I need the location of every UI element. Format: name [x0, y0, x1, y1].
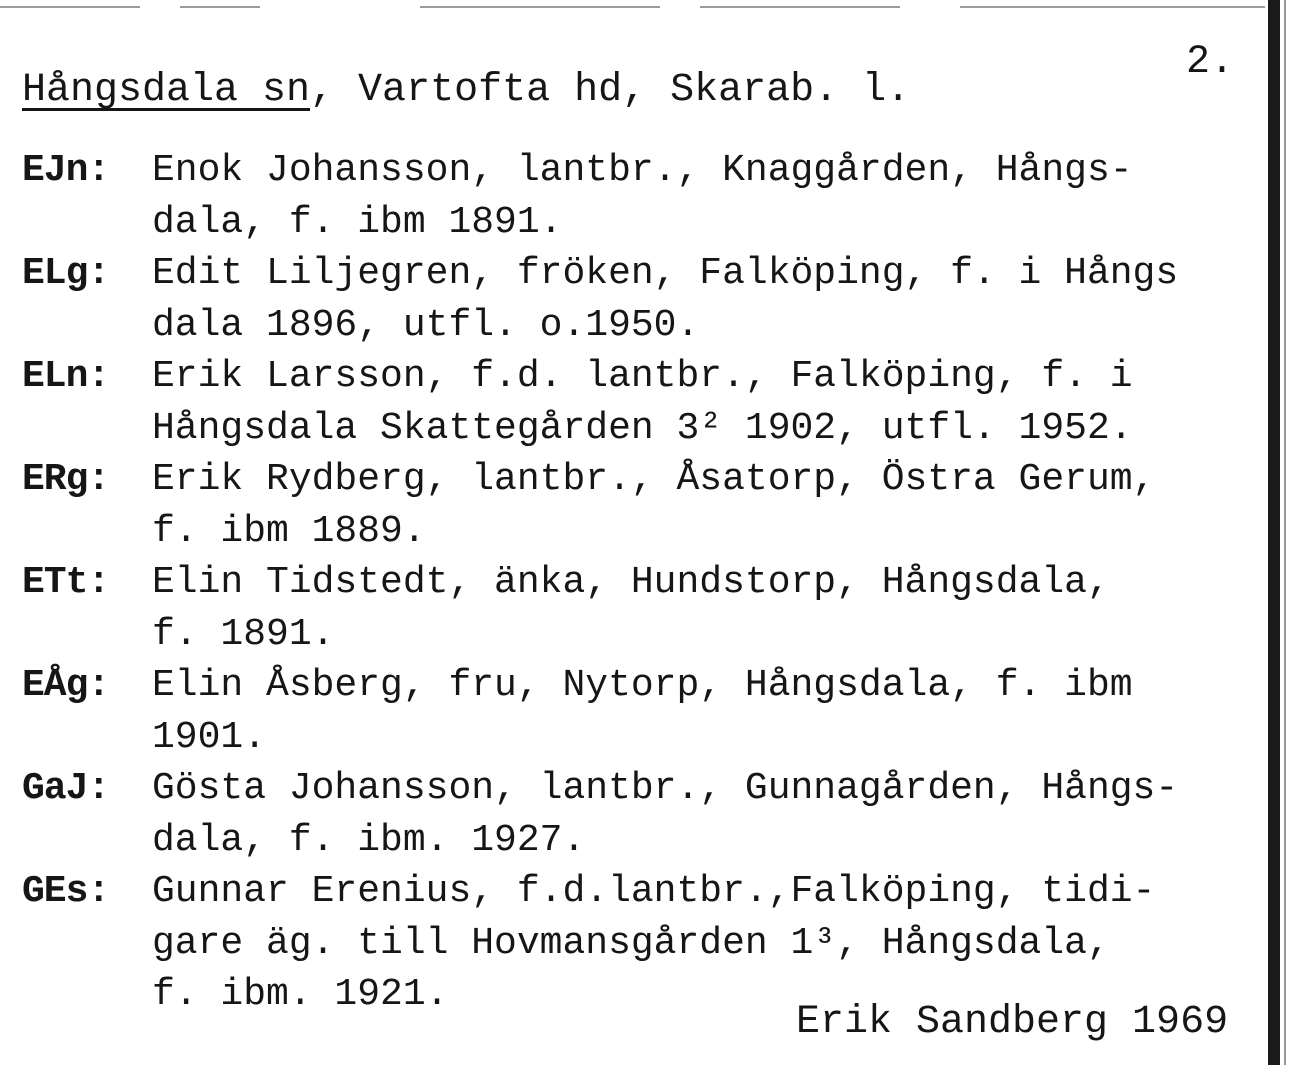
- entry: [22, 763, 1268, 866]
- entry-text: [152, 763, 1268, 866]
- entry: [22, 454, 1268, 557]
- entry: [22, 660, 1268, 763]
- entry-line: f. ibm 1889.: [152, 509, 426, 553]
- entry-text: [152, 248, 1268, 351]
- entry-list: [22, 145, 1268, 1021]
- entry-line: dala, f. ibm. 1927.: [152, 818, 586, 862]
- scan-edge-right: [1268, 0, 1280, 1065]
- entry-line: Gösta Johansson, lantbr., Gunnagården, Hångs-: [152, 767, 1179, 810]
- entry-line: dala 1896, utfl. o.1950.: [152, 303, 700, 347]
- entry: [22, 351, 1268, 454]
- entry: [22, 557, 1268, 660]
- entry-line: Hångsdala Skattegården 3² 1902, utfl. 1952.: [152, 406, 1133, 450]
- scan-edge-top: [0, 6, 1265, 8]
- entry: [22, 248, 1268, 351]
- entry-line: Edit Liljegren, fröken, Falköping, f. i Hångs: [152, 252, 1179, 295]
- entry-code: EÅg:: [22, 664, 110, 707]
- page-number: 2.: [1186, 40, 1235, 85]
- entry-line: Gunnar Erenius, f.d.lantbr.,Falköping, tidi-: [152, 870, 1156, 913]
- entry-text: [152, 660, 1268, 763]
- entry-line: 1901.: [152, 715, 267, 759]
- scan-edge-right-thin: [1284, 0, 1286, 1065]
- entry-line: dala, f. ibm 1891.: [152, 200, 563, 244]
- entry-code: GaJ:: [22, 767, 110, 810]
- entry-code: ELn:: [22, 355, 110, 398]
- entry-line: gare äg. till Hovmansgården 1³, Hångsdala,: [152, 921, 1110, 965]
- entry-text: [152, 351, 1268, 454]
- heading-location: , Vartofta hd, Skarab. l.: [310, 68, 911, 113]
- entry-line: Elin Åsberg, fru, Nytorp, Hångsdala, f. ibm: [152, 664, 1133, 707]
- entry-line: f. 1891.: [152, 612, 335, 656]
- entry-text: [152, 557, 1268, 660]
- entry-code: ELg:: [22, 252, 110, 295]
- signature: Erik Sandberg 1969: [796, 1000, 1229, 1045]
- entry-text: [152, 454, 1268, 557]
- entry: [22, 145, 1268, 248]
- entry-line: Erik Larsson, f.d. lantbr., Falköping, f. i: [152, 355, 1133, 398]
- entry-code: ERg:: [22, 458, 110, 501]
- card-heading: [22, 66, 910, 116]
- entry-text: [152, 145, 1268, 248]
- entry-code: EJn:: [22, 149, 110, 192]
- entry-code: GEs:: [22, 870, 110, 913]
- entry-line: Enok Johansson, lantbr., Knaggården, Hångs-: [152, 149, 1133, 192]
- parish-name: Hångsdala sn: [22, 68, 311, 113]
- entry-code: ETt:: [22, 561, 110, 604]
- entry-line: f. ibm. 1921.: [152, 973, 449, 1016]
- entry-line: Elin Tidstedt, änka, Hundstorp, Hångsdala,: [152, 561, 1110, 604]
- entry-line: Erik Rydberg, lantbr., Åsatorp, Östra Gerum,: [152, 458, 1156, 501]
